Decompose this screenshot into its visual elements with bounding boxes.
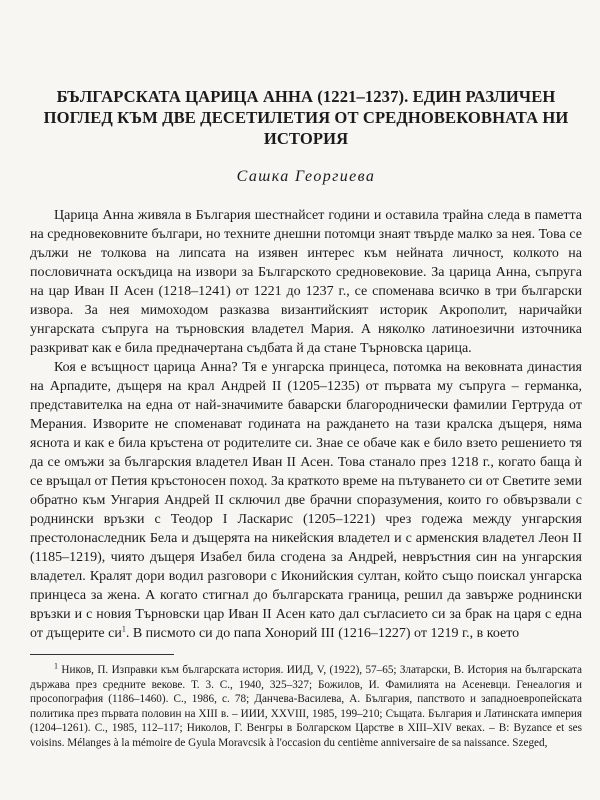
footnote-text: Ников, П. Изправки към българската история. ИИД, V, (1922), 57–65; Златарски, В. История на българската държава през средните векове. Т. 3. С., 1940, 325–327; Божилов, И. Фамилията на Асеневци. Генеалогия и просопография (1186–1460). С., 1986, с. 78; Данчева-Василева, А. България, папството и западноевропейската политика през първата половин на XIII в. – ИИИ, XXVIII, 1985, 199–210; Същата. България и Латинската империя (1204–1261). С., 1985, 112–117; Николов, Г. Венгры в Болгарском Царстве в XIII–XIV веках. – В: Byzance et ses voisins. Mélanges à la mémoire de Gyula Moravcsik à l'occasion du centième anniversaire de sa naissance. Szeged, <box>30 664 582 749</box>
article-title <box>30 86 582 149</box>
title-line: ПОГЛЕД КЪМ ДВЕ ДЕСЕТИЛЕТИЯ ОТ СРЕДНОВЕКОВНАТА НИ <box>43 108 569 127</box>
footnote-divider <box>30 654 174 655</box>
paragraph: Царица Анна живяла в България шестнайсет години и оставила трайна следа в паметта на средновековните българи, но техните днешни потомци знаят твърде малко за нея. Това се дължи не толкова на липсата на изявен интерес към нейната личност, колкото на пословичната оскъдица на извори за Българското средновековие. За царица Анна, съпруга на цар Иван II Асен (1218–1241) от 1221 до 1237 г., се споменава всичко в три български извора. За нея мимоходом разказва византийският историк Акрополит, наричайки унгарската съпруга на търновския владетел Мария. А няколко латиноезични източника разкриват как е била предначертана съдбата й да стане Търновска царица. <box>30 208 582 356</box>
footnote-reference[interactable]: 1 <box>121 624 126 634</box>
article-body <box>30 206 582 643</box>
title-line: ИСТОРИЯ <box>263 129 349 148</box>
paragraph-text: Коя е всъщност царица Анна? Тя е унгарска принцеса, потомка на вековната династия на Арпадите, дъщеря на крал Андрей II (1205–1235) от първата му съпруга – германка, представителка на една от най-значимите баварски благороднически фамилии Гертруда от Мерания. Изворите не споменават годината на раждането на тази кралска дъщеря, няма яснота и как е била кръстена от родителите си. Знае се обаче как е било взето решението тя да се омъжи за българския владетел Иван II Асен. Това станало през 1218 г., когато баща ѝ се връщал от Петия кръстоносен поход. За краткото време на пътуването си от Светите земи обратно към Унгария Андрей II сключил две брачни споразумения, които го обвързвали с роднински връзки с Теодор I Ласкарис (1205–1221) чрез годежа между унгарския престолонаследник Бела и дъщерята на никейския владетел и с арменския владетел Леон II (1185–1219), чиято дъщеря Изабел била сгодена за Андрей, невръстния син на унгарския владетел. Кралят дори водил разговори с Иконийския султан, който също поискал унгарска принцеса за жена. А когато стигнал до българската граница, решил да завърже роднински връзки и с новия Търновски цар Иван II Асен като дал съгласието си за брак на царя с една от дъщерите си <box>30 360 582 641</box>
footnote <box>30 663 582 750</box>
title-line: БЪЛГАРСКАТА ЦАРИЦА АННА (1221–1237). ЕДИН РАЗЛИЧЕН <box>56 87 556 106</box>
paragraph: Коя е всъщност царица Анна? Тя е унгарска принцеса, потомка на вековната династия на Арпадите, дъщеря на крал Андрей II (1205–1235) от първата му съпруга – германка, представителка на една от най-значимите баварски благороднически фамилии Гертруда от Мерания. Изворите не споменават годината на раждането на тази кралска дъщеря, няма яснота и как е била кръстена от родителите си. Знае се обаче как е било взето решението тя да се омъжи за българския владетел Иван II Асен. Това станало през 1218 г., когато баща ѝ се връщал от Петия кръстоносен поход. За краткото време на пътуването си от Светите земи обратно към Унгария Андрей II сключил две брачни споразумения, които го обвързвали с роднински връзки с Теодор I Ласкарис (1205–1221) чрез годежа между унгарския престолонаследник Бела и дъщерята на никейския владетел и с арменския владетел Леон II (1185–1219), чиято дъщеря Изабел била сгодена за Андрей, невръстния син на унгарския владетел. Кралят дори водил разговори с Иконийския султан, който също поискал унгарска принцеса за жена. А когато стигнал до българската граница, решил да завърже роднински връзки и с новия Търновски цар Иван II Асен като дал съгласието си за брак на царя с една от дъщерите $си^1$. В писмото си до папа Хонорий III (1216–1227) от 1219 г., в което <box>30 360 582 641</box>
author-name: Сашка Георгиева <box>236 168 376 185</box>
footnote-marker: 1 <box>54 661 58 671</box>
paragraph-text: В писмото си до папа Хонорий III (1216–1227) от 1219 г., в което <box>132 626 520 641</box>
